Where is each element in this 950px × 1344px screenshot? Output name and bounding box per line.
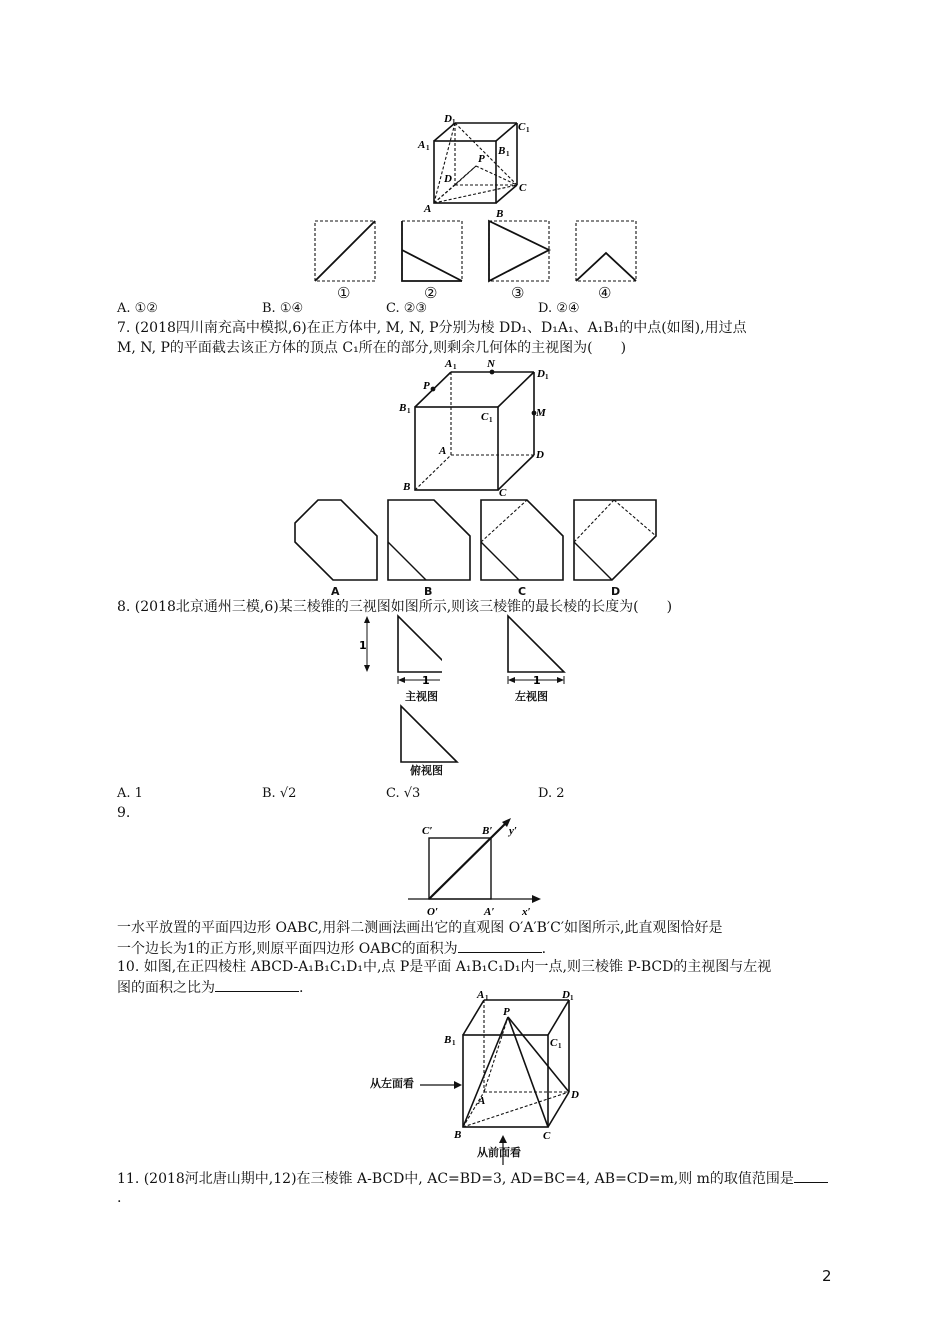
q10-line-1: 10. 如图,在正四棱柱 ABCD-A₁B₁C₁D₁中,点 P是平面 A₁B₁C₁D₁内一点,则三棱锥 P-BCD的主视图与左视 — [117, 959, 772, 975]
svg-text:1: 1 — [506, 150, 510, 158]
label-D: D — [444, 173, 452, 185]
label-A1: A — [418, 139, 426, 151]
label-A1: A — [445, 358, 453, 370]
page-number: 2 — [822, 1267, 832, 1285]
q6-view-label-4: ④ — [598, 284, 612, 302]
q6-view-1 — [313, 219, 377, 283]
svg-text:1: 1 — [452, 118, 456, 126]
q8-front-caption: 主视图 — [405, 690, 438, 703]
label-B1: B — [399, 402, 407, 414]
q6-view-2 — [400, 219, 464, 283]
q7-line-2: M, N, P的平面截去该正方体的顶点 C₁所在的部分,则剩余几何体的主视图为( ) — [117, 340, 627, 356]
q7-cube-figure — [395, 356, 560, 496]
q7-option-view-b — [386, 498, 472, 582]
q8-top-caption: 俯视图 — [410, 764, 443, 777]
label-P: P — [503, 1006, 510, 1018]
q6-view-3 — [487, 219, 551, 283]
q6-cube-figure — [410, 110, 540, 222]
q8-front-dim-height: 1 — [359, 639, 367, 652]
label-P: P — [423, 380, 430, 392]
q6-option-d: D. ②④ — [538, 301, 580, 316]
q10-answer-blank[interactable] — [215, 977, 299, 992]
q7-option-view-d — [572, 498, 658, 582]
label-C: C — [543, 1130, 551, 1142]
q6-view-label-1: ① — [337, 284, 351, 302]
q8-option-b: B. √2 — [262, 786, 297, 801]
label-C: C — [519, 182, 527, 194]
label-A: A — [478, 1095, 486, 1107]
label-D: D — [536, 449, 544, 461]
q10-left-view-label: 从左面看 — [370, 1077, 414, 1090]
svg-text:1: 1 — [426, 144, 430, 152]
q8-top-view — [398, 704, 460, 766]
label-C-prime: C′ — [422, 825, 433, 837]
q11-line-2: . — [117, 1190, 122, 1206]
q6-view-4 — [574, 219, 638, 283]
q8-option-d: D. 2 — [538, 786, 565, 801]
label-y-prime: y′ — [509, 825, 517, 837]
q7-option-view-a — [293, 498, 379, 582]
q8-front-view — [352, 614, 442, 690]
q8-front-dim-width: 1 — [422, 674, 430, 687]
label-P: P — [478, 153, 485, 165]
label-D1: D — [444, 113, 452, 125]
q7-option-letter-a: A — [331, 585, 340, 598]
q8-side-view — [505, 614, 569, 690]
label-C: C — [499, 487, 507, 496]
q8-side-dim-width: 1 — [533, 674, 541, 687]
q6-view-label-2: ② — [424, 284, 438, 302]
label-M: M — [536, 407, 546, 419]
svg-text:1: 1 — [407, 407, 411, 415]
q11-line-1: 11. (2018河北唐山期中,12)在三棱锥 A-BCD中, AC=BD=3, AD=BC=4, AB=CD=m,则 m的取值范围是 — [117, 1168, 828, 1189]
label-B: B — [403, 481, 411, 493]
label-B: B — [496, 208, 504, 220]
label-A-prime: A′ — [484, 906, 495, 918]
q9-line-2: 一个边长为1的正方形,则原平面四边形 OABC的面积为 . — [117, 938, 546, 959]
q9-line-1: 一水平放置的平面四边形 OABC,用斜二测画法画出它的直观图 O′A′B′C′如图所示,此直观图恰好是 — [117, 920, 723, 936]
label-B1: B — [444, 1034, 452, 1046]
label-O-prime: O′ — [427, 906, 439, 918]
q8-line-1: 8. (2018北京通州三模,6)某三棱锥的三视图如图所示,则该三棱锥的最长棱的长度为( ) — [117, 599, 673, 615]
q6-view-label-3: ③ — [511, 284, 525, 302]
svg-text:1: 1 — [485, 994, 489, 1002]
label-B: B — [454, 1129, 462, 1141]
label-C1: C — [550, 1037, 558, 1049]
q7-option-letter-c: C — [518, 585, 527, 598]
label-D1: D — [562, 990, 570, 1001]
svg-text:1: 1 — [489, 416, 493, 424]
q10-line-2: 图的面积之比为 . — [117, 977, 303, 998]
label-C1: C — [481, 411, 489, 423]
svg-text:1: 1 — [452, 1039, 456, 1047]
label-D1: D — [537, 368, 545, 380]
q10-front-view-label: 从前面看 — [477, 1146, 521, 1159]
q6-option-b: B. ①④ — [262, 301, 304, 316]
label-A: A — [439, 445, 447, 457]
svg-text:1: 1 — [545, 373, 549, 381]
q8-option-c: C. √3 — [386, 786, 421, 801]
label-N: N — [487, 358, 495, 370]
svg-text:1: 1 — [558, 1042, 562, 1050]
label-A1: A — [477, 990, 485, 1001]
q6-option-c: C. ②③ — [386, 301, 428, 316]
q7-option-letter-d: D — [611, 585, 621, 598]
q11-answer-blank[interactable] — [794, 1168, 828, 1183]
label-B1: B — [498, 145, 506, 157]
q9-number: 9. — [117, 805, 131, 821]
label-B-prime: B′ — [482, 825, 493, 837]
q7-line-1: 7. (2018四川南充高中模拟,6)在正方体中, M, N, P分别为棱 DD₁、D₁A₁、A₁B₁的中点(如图),用过点 — [117, 320, 747, 336]
q9-answer-blank[interactable] — [458, 938, 542, 953]
label-x-prime: x′ — [522, 906, 531, 918]
q7-option-view-c — [479, 498, 565, 582]
q8-option-a: A. 1 — [117, 786, 143, 801]
q9-oblique-figure — [400, 818, 545, 920]
label-A: A — [424, 203, 432, 215]
q7-option-letter-b: B — [424, 585, 433, 598]
svg-text:1: 1 — [570, 994, 574, 1002]
label-D: D — [571, 1089, 579, 1101]
q6-option-a: A. ①② — [117, 301, 158, 316]
svg-text:1: 1 — [453, 363, 457, 371]
svg-text:1: 1 — [526, 126, 530, 134]
label-C1: C — [518, 121, 526, 133]
q8-side-caption: 左视图 — [515, 690, 548, 703]
